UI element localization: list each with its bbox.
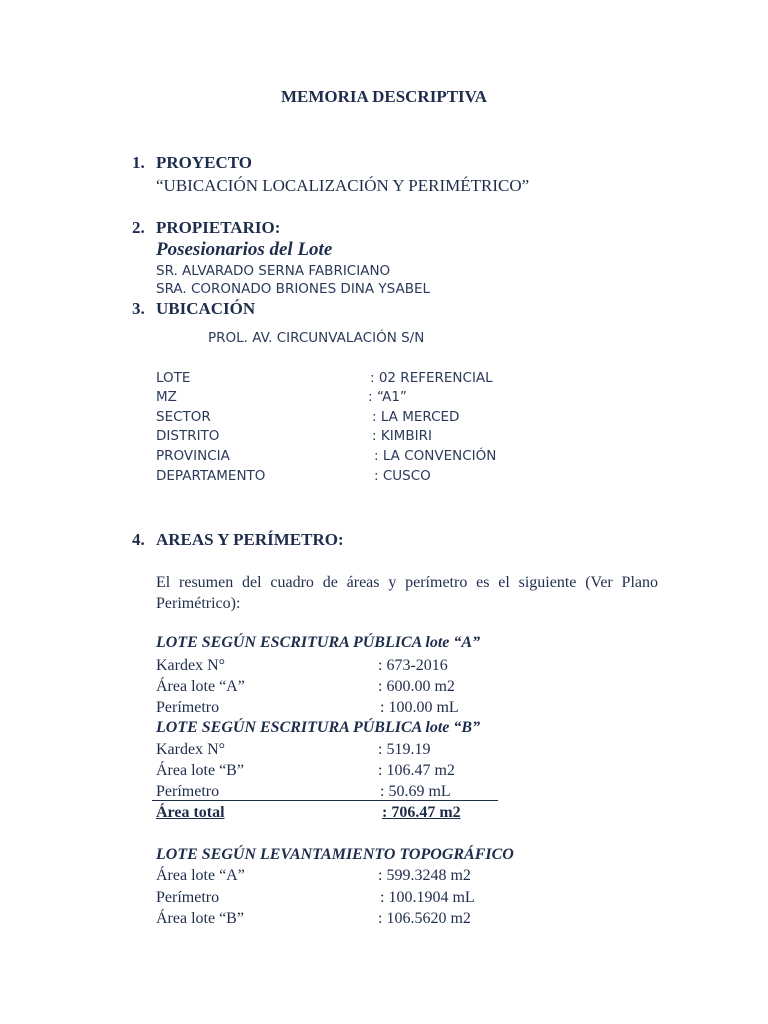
section-2-number: 2. xyxy=(132,218,145,237)
location-label-sector: SECTOR xyxy=(156,409,211,425)
lote-b-label-perimetro: Perímetro xyxy=(156,783,220,800)
address: PROL. AV. CIRCUNVALACIÓN S/N xyxy=(208,330,425,346)
section-4-number: 4. xyxy=(132,530,145,549)
location-value-departamento: : CUSCO xyxy=(374,468,431,484)
owner-1: SR. ALVARADO SERNA FABRICIANO xyxy=(156,263,391,279)
lote-b-value-kardex: : 519.19 xyxy=(378,741,431,758)
location-value-sector: : LA MERCED xyxy=(372,409,460,425)
location-label-departamento: DEPARTAMENTO xyxy=(156,468,266,484)
project-name: “UBICACIÓN LOCALIZACIÓN Y PERIMÉTRICO” xyxy=(156,176,530,195)
owners-subheading: Posesionarios del Lote xyxy=(156,239,333,260)
lote-b-label-area: Área lote “B” xyxy=(156,762,244,779)
lote-b-heading: LOTE SEGÚN ESCRITURA PÚBLICA lote “B” xyxy=(156,719,481,736)
lote-b-label-kardex: Kardex N° xyxy=(156,741,226,758)
location-value-distrito: : KIMBIRI xyxy=(372,428,432,444)
lote-a-value-kardex: : 673-2016 xyxy=(378,657,448,674)
section-3-heading: UBICACIÓN xyxy=(156,299,256,318)
topo-label-area-a: Área lote “A” xyxy=(156,867,245,884)
location-value-lote: : 02 REFERENCIAL xyxy=(370,370,493,386)
section-4-heading: AREAS Y PERÍMETRO: xyxy=(156,530,344,549)
page-title: MEMORIA DESCRIPTIVA xyxy=(280,87,488,106)
topo-label-area-b: Área lote “B” xyxy=(156,910,244,927)
topo-value-area-a: : 599.3248 m2 xyxy=(378,867,471,884)
topo-heading: LOTE SEGÚN LEVANTAMIENTO TOPOGRÁFICO xyxy=(156,846,514,863)
section-3-number: 3. xyxy=(132,299,145,318)
topo-label-perimetro: Perímetro xyxy=(156,889,220,906)
lote-b-value-area: : 106.47 m2 xyxy=(378,762,455,779)
topo-value-area-b: : 106.5620 m2 xyxy=(378,910,471,927)
lote-a-label-kardex: Kardex N° xyxy=(156,657,226,674)
section-2-heading: PROPIETARIO: xyxy=(156,218,281,237)
owner-2: SRA. CORONADO BRIONES DINA YSABEL xyxy=(156,281,431,297)
location-value-mz: : “A1” xyxy=(368,389,407,405)
areas-intro-paragraph: El resumen del cuadro de áreas y perímetro es el siguiente (Ver Plano Perimétrico): xyxy=(156,574,658,612)
total-divider-line xyxy=(152,800,498,801)
topo-value-perimetro: : 100.1904 mL xyxy=(380,889,475,906)
location-label-lote: LOTE xyxy=(156,370,191,386)
lote-b-value-perimetro: : 50.69 mL xyxy=(380,783,451,800)
lote-a-value-perimetro: : 100.00 mL xyxy=(380,699,459,716)
total-area-value: : 706.47 m2 xyxy=(382,804,461,821)
lote-a-value-area: : 600.00 m2 xyxy=(378,678,455,695)
lote-a-label-area: Área lote “A” xyxy=(156,678,245,695)
location-label-distrito: DISTRITO xyxy=(156,428,220,444)
section-1-heading: PROYECTO xyxy=(156,153,253,172)
location-value-provincia: : LA CONVENCIÓN xyxy=(374,448,497,464)
section-1-number: 1. xyxy=(132,153,145,172)
lote-a-heading: LOTE SEGÚN ESCRITURA PÚBLICA lote “A” xyxy=(156,634,481,651)
lote-a-label-perimetro: Perímetro xyxy=(156,699,220,716)
total-area-label: Área total xyxy=(156,804,225,821)
location-label-provincia: PROVINCIA xyxy=(156,448,230,464)
location-label-mz: MZ xyxy=(156,389,177,405)
